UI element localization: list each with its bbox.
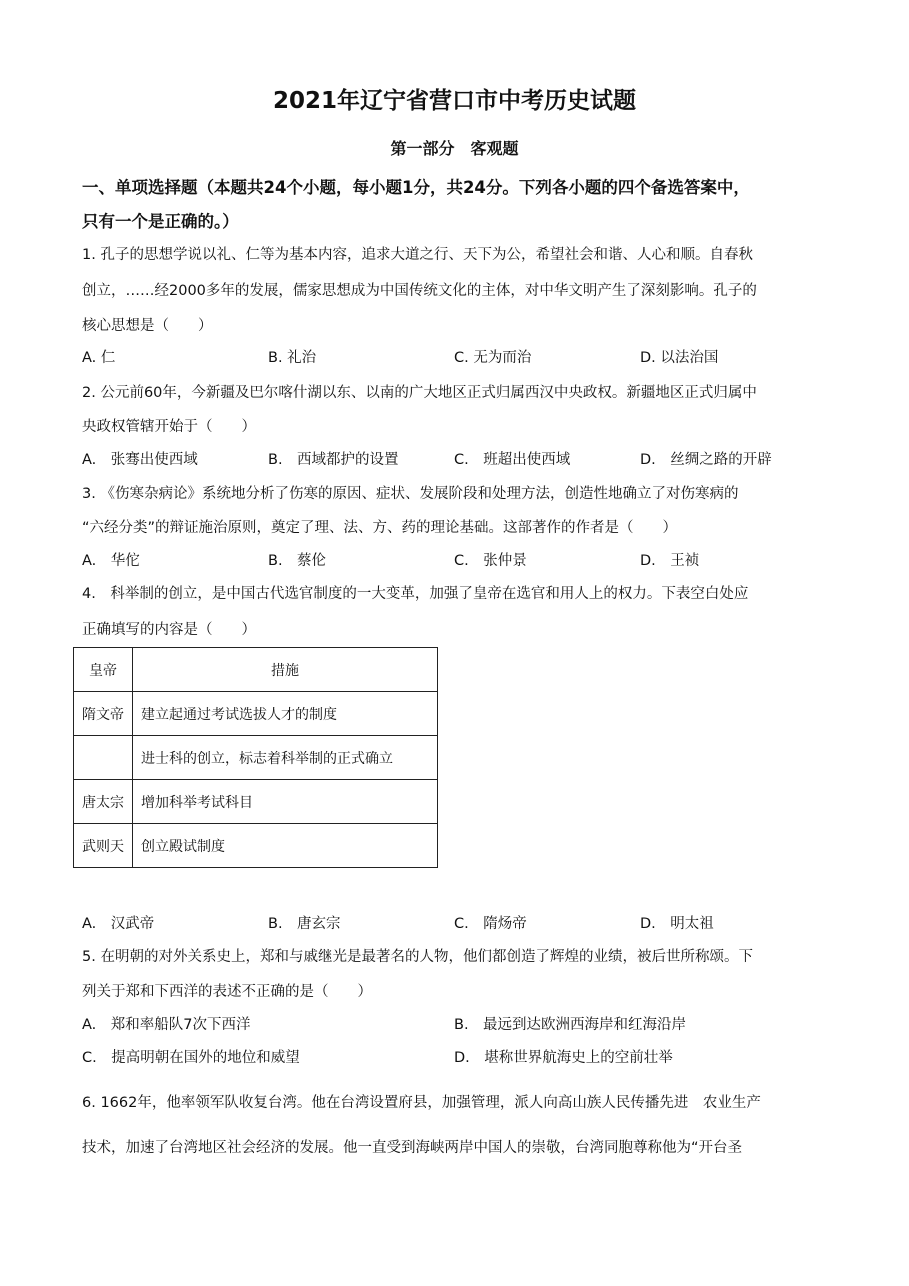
- q1-line3: 核心思想是（ ）: [82, 318, 213, 334]
- q1-option-a: A. 仁: [82, 350, 116, 366]
- q5-option-a: A. 郑和率船队7次下西洋: [82, 1017, 251, 1033]
- q3-option-d: D. 王祯: [640, 553, 700, 569]
- table-cell-measure: 进士科的创立，标志着科举制的正式确立: [133, 736, 438, 780]
- q2-option-d: D. 丝绸之路的开辟: [640, 452, 772, 468]
- q2-line1: 2. 公元前60年，今新疆及巴尔喀什湖以东、以南的广大地区正式归属西汉中央政权。新疆地区正式归属中: [82, 385, 757, 401]
- table-cell-measure: 建立起通过考试选拔人才的制度: [133, 692, 438, 736]
- q2-option-c: C. 班超出使西域: [454, 452, 571, 468]
- q4-option-b: B. 唐玄宗: [268, 916, 341, 932]
- q2-option-b: B. 西域都护的设置: [268, 452, 399, 468]
- q1-line1: 1. 孔子的思想学说以礼、仁等为基本内容，追求大道之行、天下为公，希望社会和谐、人心和顺。自春秋: [82, 247, 753, 263]
- selection-table: [73, 647, 438, 868]
- q2-option-a: A. 张骞出使西域: [82, 452, 198, 468]
- q3-line1: 3. 《伤寒杂病论》系统地分析了伤寒的原因、症状、发展阶段和处理方法，创造性地确立了对伤寒病的: [82, 486, 739, 502]
- q1-line2: 创立，……经2000多年的发展，儒家思想成为中国传统文化的主体，对中华文明产生了深刻影响。孔子的: [82, 283, 757, 299]
- table-header-emperor: 皇帝: [74, 648, 133, 692]
- table-header-row: [74, 648, 438, 692]
- q4-option-d: D. 明太祖: [640, 916, 714, 932]
- q1-option-b: B. 礼治: [268, 350, 317, 366]
- section-heading-line1: 一、单项选择题（本题共24个小题，每小题1分，共24分。下列各小题的四个备选答案中，: [82, 178, 750, 197]
- section-heading-line2: 只有一个是正确的。）: [82, 212, 239, 231]
- table-cell-measure: 创立殿试制度: [133, 824, 438, 868]
- q2-line2: 央政权管辖开始于（ ）: [82, 419, 256, 435]
- part-heading: 第一部分 客观题: [390, 139, 519, 158]
- q4-line1: 4. 科举制的创立，是中国古代选官制度的一大变革，加强了皇帝在选官和用人上的权力。下表空白处应: [82, 586, 749, 602]
- q6-line2: 技术，加速了台湾地区社会经济的发展。他一直受到海峡两岸中国人的崇敬，台湾同胞尊称他为“开台圣: [82, 1140, 743, 1156]
- q5-line1: 5. 在明朝的对外关系史上，郑和与戚继光是最著名的人物，他们都创造了辉煌的业绩，被后世所称颂。下: [82, 949, 753, 965]
- q3-line2: “六经分类”的辩证施治原则，奠定了理、法、方、药的理论基础。这部著作的作者是（ ）: [82, 520, 678, 536]
- table-header-measure: 措施: [133, 648, 438, 692]
- table-cell-emperor-blank: [74, 736, 133, 780]
- q5-option-b: B. 最远到达欧洲西海岸和红海沿岸: [454, 1017, 687, 1033]
- q4-option-a: A. 汉武帝: [82, 916, 155, 932]
- table-cell-measure: 增加科举考试科目: [133, 780, 438, 824]
- page-title: 2021年辽宁省营口市中考历史试题: [272, 88, 636, 114]
- table-cell-emperor: 武则天: [74, 824, 133, 868]
- table-cell-emperor: 唐太宗: [74, 780, 133, 824]
- q5-option-c: C. 提高明朝在国外的地位和威望: [82, 1050, 300, 1066]
- q5-option-d: D. 堪称世界航海史上的空前壮举: [454, 1050, 673, 1066]
- table-row: [74, 736, 438, 780]
- q4-option-c: C. 隋炀帝: [454, 916, 527, 932]
- table-row: [74, 824, 438, 868]
- table-row: [74, 692, 438, 736]
- table-row: [74, 780, 438, 824]
- table-cell-emperor: 隋文帝: [74, 692, 133, 736]
- q3-option-a: A. 华佗: [82, 553, 140, 569]
- q3-option-b: B. 蔡伦: [268, 553, 327, 569]
- q4-line2: 正确填写的内容是（ ）: [82, 622, 256, 638]
- q1-option-c: C. 无为而治: [454, 350, 532, 366]
- q3-option-c: C. 张仲景: [454, 553, 527, 569]
- q1-option-d: D. 以法治国: [640, 350, 719, 366]
- q6-line1: 6. 1662年，他率领军队收复台湾。他在台湾设置府县，加强管理，派人向高山族人民传播先进 农业生产: [82, 1095, 761, 1111]
- q5-line2: 列关于郑和下西洋的表述不正确的是（ ）: [82, 984, 372, 1000]
